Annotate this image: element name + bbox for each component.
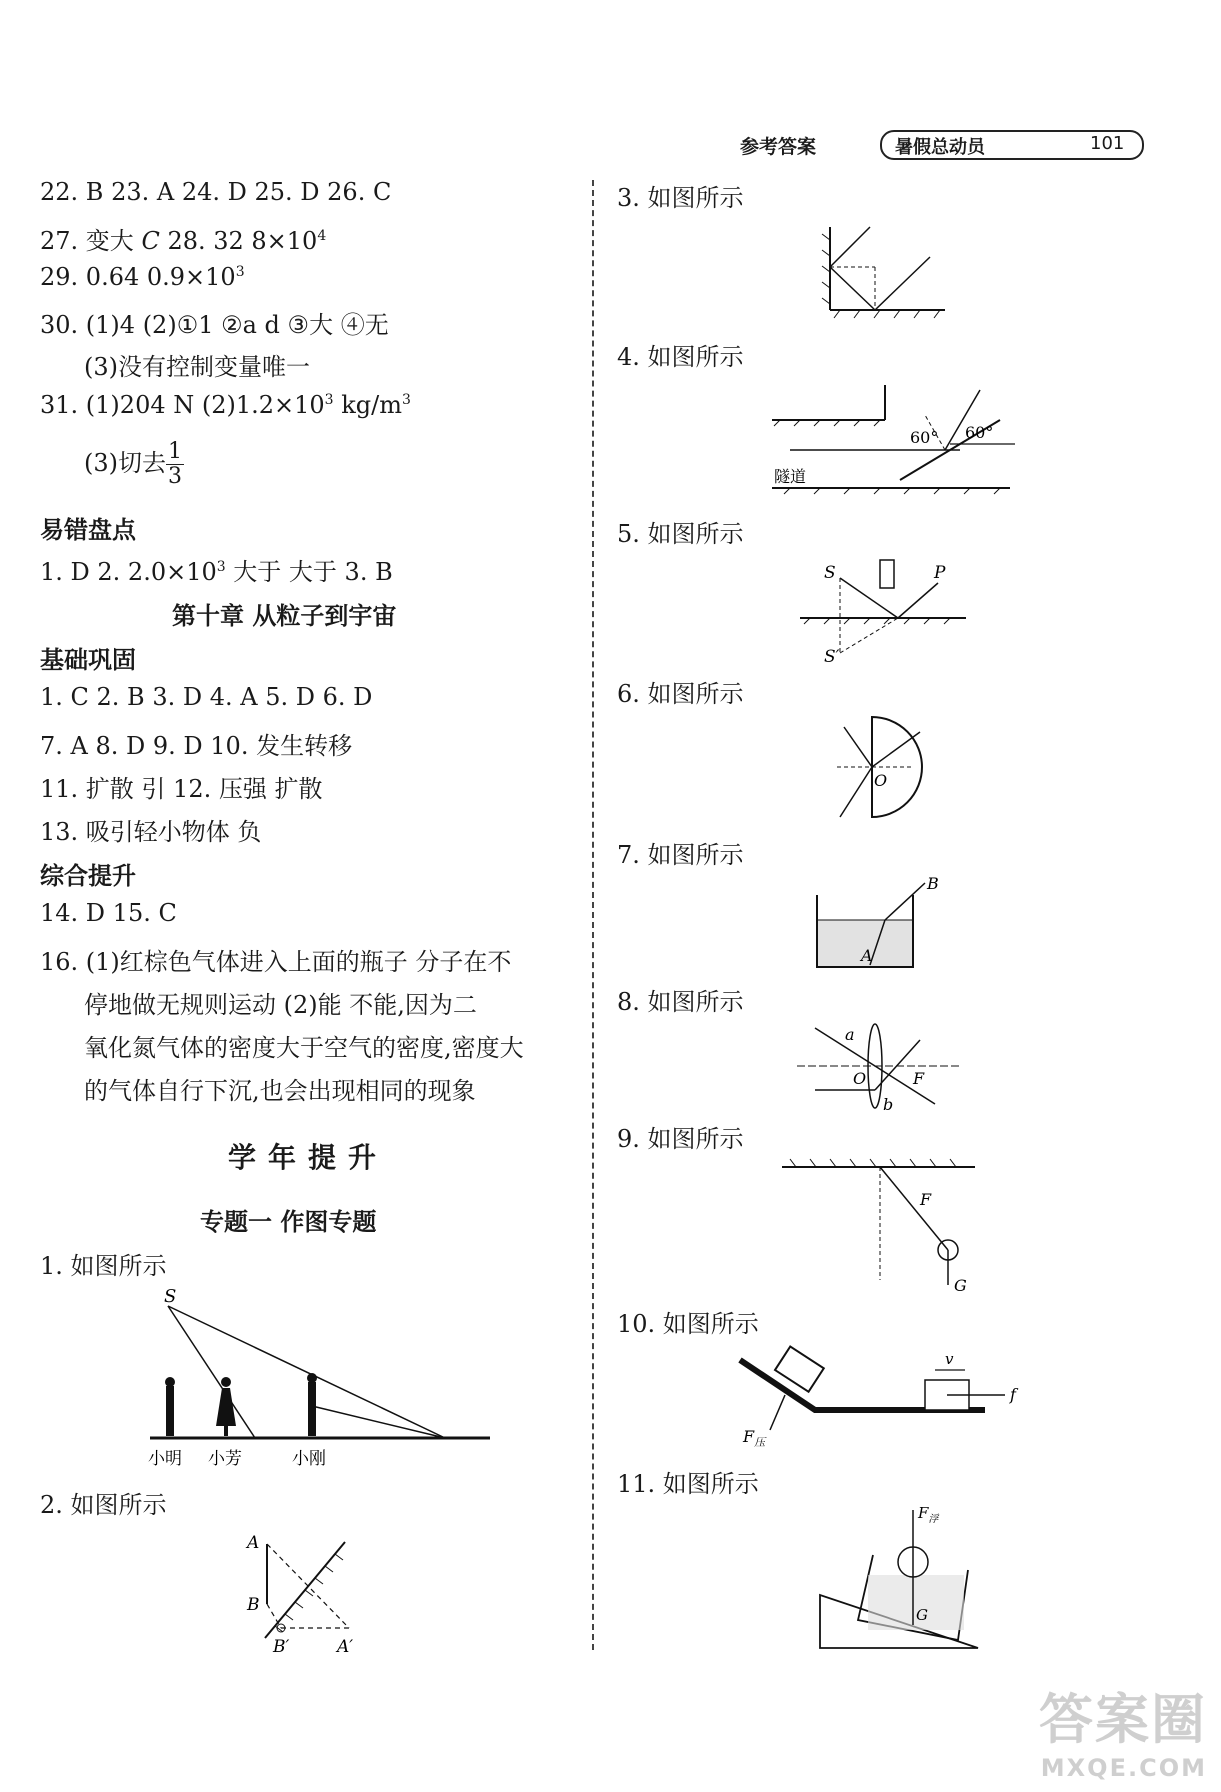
figure-11-buoyancy (818, 1500, 988, 1650)
svg-text:G: G (954, 1276, 967, 1295)
svg-text:F: F (920, 1190, 932, 1209)
jichu-2: 7. A 8. D 9. D 10. 发生转移 (40, 732, 353, 760)
svg-text:F浮: $F_浮$ (918, 1504, 939, 1525)
fig1-label-s: S (164, 1286, 177, 1307)
question-7: 7. 如图所示 (617, 841, 744, 869)
figure-1-shadow-diagram (140, 1286, 500, 1476)
svg-text:S′: S′ (824, 647, 840, 667)
svg-text:a: a (845, 1025, 855, 1044)
question-4: 4. 如图所示 (617, 343, 744, 371)
question-10: 10. 如图所示 (617, 1310, 759, 1338)
svg-text:G: G (916, 1606, 928, 1624)
heading-jichu: 基础巩固 (40, 645, 136, 674)
answer-31-part3: (3)切去 $\frac{1}{3}$ (84, 439, 182, 489)
question-9: 9. 如图所示 (617, 1125, 744, 1153)
figure-7-water-refraction (815, 875, 950, 975)
chapter-title: 第十章 从粒子到宇宙 (172, 601, 397, 630)
question-2: 2. 如图所示 (40, 1491, 167, 1519)
header-book-title: 暑假总动员 (895, 137, 985, 158)
svg-text:B′: B′ (273, 1637, 290, 1657)
svg-text:A′: A′ (337, 1637, 354, 1657)
answers-27-28: 27. 变大 C 28. 32 $8\times 10^4$ (40, 227, 327, 255)
svg-text:O: O (853, 1069, 867, 1088)
svg-text:60°: 60° (910, 428, 939, 447)
page-number: 101 (1090, 133, 1125, 154)
zonghe-3: 停地做无规则运动 (2)能 不能,因为二 (84, 991, 477, 1019)
fig1-person-xiaoming (166, 1386, 174, 1436)
fig1-person-xiaogang (308, 1382, 316, 1436)
fig1-label-xiaofang: 小芳 (208, 1449, 242, 1469)
watermark: 答案圈 MXQE.COM (1039, 1688, 1207, 1782)
heading-zonghe: 综合提升 (40, 861, 136, 890)
zonghe-4: 氧化氮气体的密度大于空气的密度,密度大 (84, 1034, 524, 1062)
fraction-one-third: $\frac{1}{3}$ (168, 439, 182, 489)
header-section: 参考答案 (740, 136, 817, 158)
question-6: 6. 如图所示 (617, 680, 744, 708)
zonghe-5: 的气体自行下沉,也会出现相同的现象 (84, 1077, 476, 1105)
section-title: 学年提升 (228, 1141, 389, 1174)
jichu-3: 11. 扩散 引 12. 压强 扩散 (40, 775, 323, 803)
figure-2-mirror-image (245, 1528, 375, 1658)
figure-3-corner-reflector (820, 222, 950, 322)
figure-5-mirror-image (798, 558, 968, 668)
svg-text:f: f (1010, 1385, 1016, 1404)
figure-8-convex-lens (795, 1020, 965, 1114)
column-divider (592, 180, 594, 1650)
figure-9-pendulum-forces (780, 1155, 980, 1295)
jichu-1: 1. C 2. B 3. D 4. A 5. D 6. D (40, 683, 373, 711)
svg-text:60°: 60° (965, 423, 994, 442)
question-8: 8. 如图所示 (617, 988, 744, 1016)
svg-text:A: A (861, 946, 873, 965)
svg-text:v: v (945, 1350, 954, 1368)
answer-29: 29. 0.64 $0.9\times 10^3$ (40, 263, 245, 291)
fig1-label-xiaoming: 小明 (148, 1449, 182, 1469)
svg-text:F: F (913, 1069, 925, 1088)
figure-4-tunnel-mirror (770, 380, 1020, 500)
fig1-label-xiaogang: 小刚 (292, 1449, 326, 1469)
figure-10-incline-forces (735, 1340, 1025, 1450)
heading-yicuo: 易错盘点 (40, 515, 136, 544)
answer-30-part3: (3)没有控制变量唯一 (84, 353, 310, 381)
zonghe-1: 14. D 15. C (40, 899, 177, 927)
jichu-4: 13. 吸引轻小物体 负 (40, 818, 262, 846)
fig1-person-xiaofang (216, 1388, 236, 1426)
answer-30: 30. (1)4 (2)①1 ②a d ③大 ④无 (40, 311, 389, 339)
answer-31: 31. (1)204 N $(2)1.2\times 10^3$ $kg/m^3$ (40, 391, 411, 419)
svg-text:S: S (824, 563, 836, 583)
topic-title: 专题一 作图专题 (200, 1207, 377, 1236)
answers-22-26: 22. B 23. A 24. D 25. D 26. C (40, 178, 392, 206)
question-1: 1. 如图所示 (40, 1252, 167, 1280)
question-5: 5. 如图所示 (617, 520, 744, 548)
svg-text:B: B (247, 1595, 260, 1615)
svg-text:B: B (927, 874, 939, 893)
zonghe-2: 16. (1)红棕色气体进入上面的瓶子 分子在不 (40, 948, 512, 976)
svg-text:O: O (874, 771, 888, 790)
svg-text:隧道: 隧道 (774, 467, 807, 486)
svg-text:F压: $F_压$ (743, 1427, 766, 1449)
svg-text:b: b (883, 1095, 894, 1114)
yicuo-answers: 1. D 2. $2.0\times 10^3$ 大于 大于 3. B (40, 558, 393, 586)
question-3: 3. 如图所示 (617, 184, 744, 212)
question-11: 11. 如图所示 (617, 1470, 759, 1498)
figure-6-semicircle-glass (832, 712, 942, 822)
svg-text:P: P (934, 563, 946, 583)
svg-text:A: A (247, 1533, 260, 1553)
